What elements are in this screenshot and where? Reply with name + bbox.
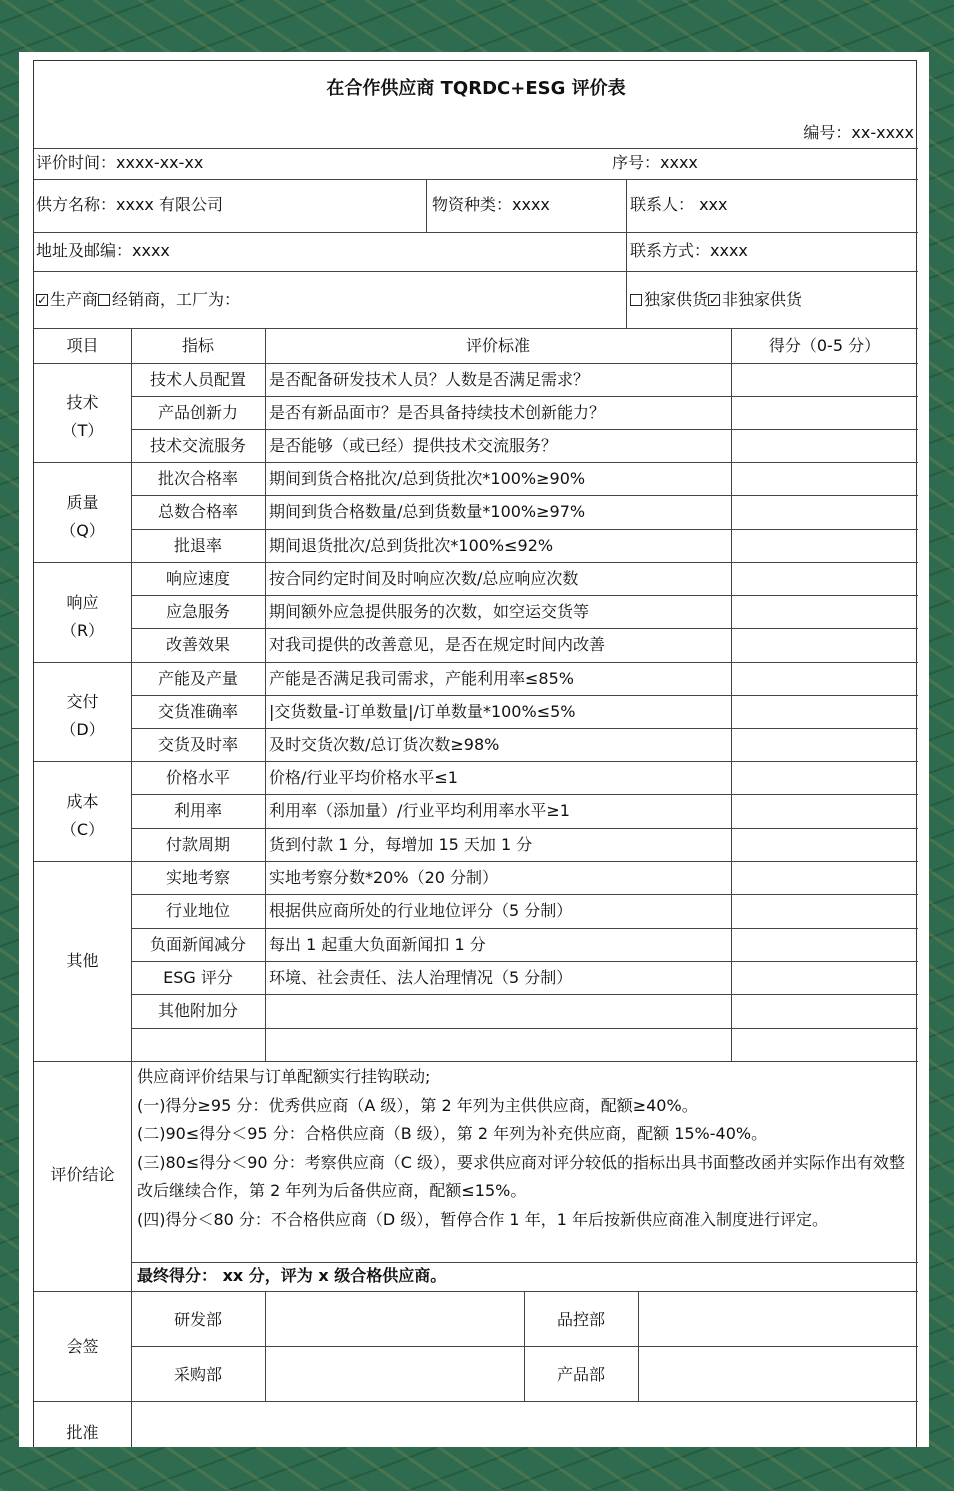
indicator-name: 价格水平 (165, 767, 230, 787)
indicator-name: 总数合格率 (157, 502, 238, 521)
score-cell[interactable] (732, 463, 917, 495)
header-indicator: 指标 (181, 336, 214, 355)
evaluation-standard: 实地考察分数*20%（20 分制） (269, 867, 499, 887)
category-delivery: 交付 （D） (60, 692, 105, 739)
score-cell[interactable] (732, 696, 917, 728)
contact-method: 联系方式：xxxx (630, 241, 748, 260)
score-cell[interactable] (732, 663, 917, 695)
score-cell[interactable] (732, 962, 917, 994)
evaluation-standard: 期间到货合格数量/总到货数量*100%≥97% (269, 502, 586, 521)
indicator-name: 产能及产量 (157, 668, 238, 688)
evaluation-standard: 产能是否满足我司需求，产能利用率≤85% (269, 668, 574, 688)
evaluation-standard: 是否有新品面市？是否具备持续技术创新能力？ (269, 402, 606, 422)
score-cell[interactable] (732, 496, 917, 529)
evaluation-standard: 期间额外应急提供服务的次数，如空运交货等 (269, 601, 590, 621)
score-cell[interactable] (732, 629, 917, 662)
dept-product: 产品部 (556, 1365, 605, 1384)
final-score: 最终得分： xx 分，评为 x 级合格供应商。 (137, 1266, 447, 1285)
distributor-checkbox[interactable] (98, 294, 110, 306)
producer-label: 生产商 (50, 290, 99, 309)
evaluation-standard: 价格/行业平均价格水平≤1 (269, 767, 458, 787)
score-cell[interactable] (732, 895, 917, 928)
indicator-name: 改善效果 (165, 635, 230, 654)
conclusion-text (137, 1063, 915, 1234)
score-cell[interactable] (732, 596, 917, 628)
score-cell[interactable] (732, 929, 917, 961)
distributor-label: 经销商，工厂为： (112, 290, 241, 309)
indicator-name: 实地考察 (165, 867, 230, 887)
evaluation-standard: 按合同约定时间及时响应次数/总应响应次数 (269, 568, 579, 588)
conclusion-grade-a: (一)得分≥95 分：优秀供应商（A 级），第 2 年列为主供供应商，配额≥40%。 (137, 1095, 698, 1115)
evaluation-standard: 环境、社会责任、法人治理情况（5 分制） (269, 967, 573, 987)
category-response: 响应 （R） (60, 593, 105, 640)
indicator-name: 响应速度 (165, 568, 230, 588)
score-cell[interactable] (732, 729, 917, 761)
dept-rd: 研发部 (173, 1310, 222, 1329)
evaluation-sheet (19, 52, 929, 1447)
conclusion-grade-b: (二)90≤得分＜95 分：合格供应商（B 级），第 2 年列为补充供应商，配额 15%-40%。 (137, 1124, 768, 1143)
indicator-name: 行业地位 (165, 901, 230, 920)
exclusive-label: 独家供货 (644, 290, 709, 309)
conclusion-label: 评价结论 (50, 1165, 115, 1184)
indicator-name: 付款周期 (165, 834, 230, 854)
evaluation-standard: 根据供应商所处的行业地位评分（5 分制） (269, 901, 573, 920)
evaluation-standard: 期间到货合格批次/总到货批次*100%≥90% (269, 468, 586, 488)
indicator-name: 负面新闻减分 (149, 934, 246, 954)
score-cell[interactable] (732, 862, 917, 894)
indicator-name: 技术人员配置 (149, 369, 246, 389)
supply-options (630, 290, 802, 310)
address: 地址及邮编：xxxx (36, 241, 170, 260)
indicator-name: 批退率 (173, 535, 222, 555)
score-cell[interactable] (732, 995, 917, 1028)
dept-qc: 品控部 (556, 1310, 605, 1329)
score-cell[interactable] (732, 563, 917, 595)
supplier-name: 供方名称：xxxx 有限公司 (36, 195, 223, 214)
score-cell[interactable] (732, 762, 917, 794)
contact-person: 联系人： xxx (630, 195, 728, 214)
evaluation-standard: 及时交货次数/总订货次数≥98% (269, 734, 500, 754)
form-border (33, 60, 917, 1447)
exclusive-checkbox[interactable] (630, 294, 642, 306)
indicator-name: 技术交流服务 (149, 435, 246, 455)
form-code: 编号：xx-xxxx (803, 123, 914, 142)
evaluation-standard: 对我司提供的改善意见，是否在规定时间内改善 (269, 635, 606, 654)
non-exclusive-checkbox[interactable] (708, 294, 720, 306)
form-title: 在合作供应商 TQRDC+ESG 评价表 (326, 78, 626, 99)
indicator-name: 批次合格率 (157, 468, 238, 488)
score-cell[interactable] (732, 829, 917, 861)
producer-options (36, 290, 240, 310)
conclusion-grade-d: (四)得分＜80 分：不合格供应商（D 级），暂停合作 1 年，1 年后按新供应商准入制度进行评定。 (137, 1209, 828, 1229)
score-cell[interactable] (732, 430, 917, 462)
countersign-label: 会签 (66, 1337, 99, 1356)
dept-purchase: 采购部 (173, 1365, 222, 1384)
evaluation-standard: 利用率（添加量）/行业平均利用率水平≥1 (269, 801, 570, 820)
indicator-name: 产品创新力 (157, 402, 238, 422)
header-standard: 评价标准 (465, 336, 530, 355)
score-cell[interactable] (732, 795, 917, 828)
indicator-name: 其他附加分 (157, 1001, 238, 1020)
approve-label: 批准 (66, 1423, 99, 1442)
indicator-name: 交货及时率 (157, 734, 238, 754)
indicator-name: ESG 评分 (163, 967, 233, 987)
category-quality: 质量 （Q） (60, 493, 105, 540)
serial-number: 序号：xxxx (612, 153, 698, 172)
evaluation-standard: 货到付款 1 分，每增加 15 天加 1 分 (269, 834, 533, 854)
indicator-name: 应急服务 (165, 601, 230, 621)
evaluation-standard: 期间退货批次/总到货批次*100%≤92% (269, 535, 554, 555)
indicator-name: 利用率 (173, 801, 222, 820)
category-technology: 技术 （T） (61, 393, 104, 440)
header-score: 得分（0-5 分） (768, 336, 881, 355)
indicator-name: 交货准确率 (157, 701, 238, 721)
score-cell[interactable] (732, 397, 917, 429)
eval-time: 评价时间：xxxx-xx-xx (36, 153, 204, 172)
conclusion-intro: 供应商评价结果与订单配额实行挂钩联动; (137, 1067, 431, 1086)
conclusion-grade-c: (三)80≤得分＜90 分：考察供应商（C 级），要求供应商对评分较低的指标出具书面整改函并实际作出有效整改后继续合作，第 2 年列为后备供应商，配额≤15%。 (137, 1152, 905, 1200)
evaluation-standard: 是否能够（或已经）提供技术交流服务？ (269, 435, 558, 455)
evaluation-standard: |交货数量-订单数量|/订单数量*100%≤5% (269, 701, 576, 721)
evaluation-standard: 是否配备研发技术人员？人数是否满足需求？ (269, 369, 590, 389)
non-exclusive-label: 非独家供货 (722, 290, 803, 309)
score-cell[interactable] (732, 364, 917, 396)
material-type: 物资种类：xxxx (432, 195, 550, 214)
evaluation-standard: 每出 1 起重大负面新闻扣 1 分 (269, 934, 486, 954)
score-cell[interactable] (732, 530, 917, 562)
category-other: 其他 (66, 951, 99, 970)
category-cost: 成本 （C） (60, 792, 105, 839)
producer-checkbox[interactable] (36, 294, 48, 306)
header-item: 项目 (66, 336, 99, 355)
